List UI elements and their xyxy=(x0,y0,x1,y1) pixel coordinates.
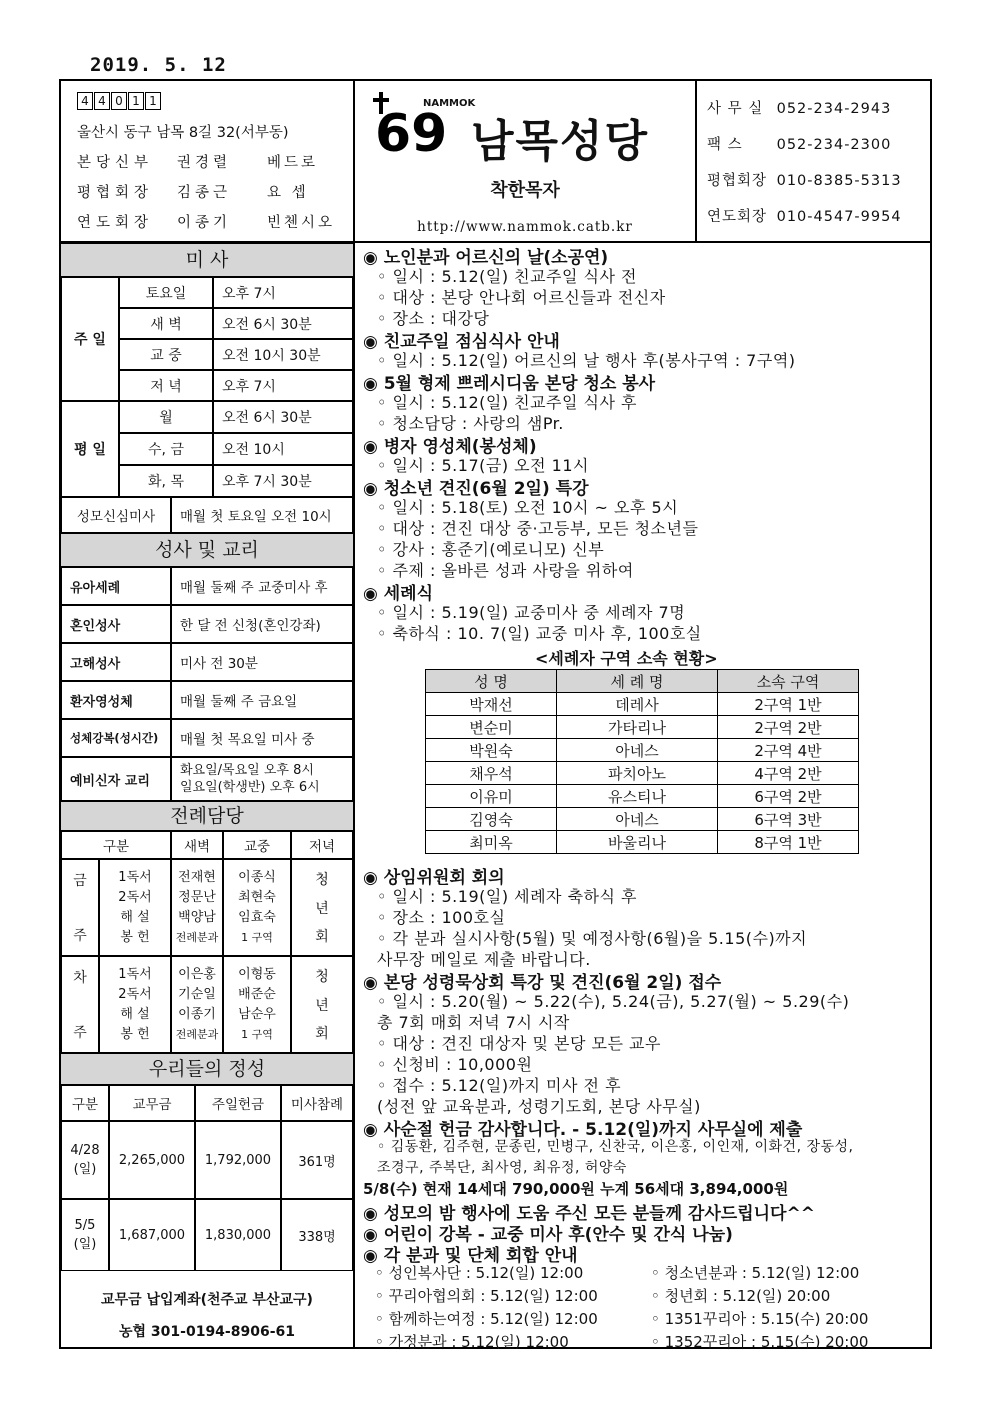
sacrament-info: 매월 둘째 주 교중미사 후 xyxy=(171,567,353,605)
baptismal-name: 유스티나 xyxy=(557,785,718,808)
church-logo xyxy=(371,89,681,167)
liturgy-week xyxy=(61,859,99,956)
baptized-name: 최미옥 xyxy=(426,831,557,854)
weekday-label: 평 일 xyxy=(61,401,119,497)
mass-day: 수, 금 xyxy=(119,433,213,465)
liturgy-role: 해 설 xyxy=(120,1006,150,1022)
table-row xyxy=(426,693,859,716)
notice-detail: ◦ 대상 : 견진 대상자 및 본당 모든 교우 xyxy=(377,1034,661,1053)
sacrament-info: 매월 둘째 주 금요일 xyxy=(171,681,353,719)
liturgy-header: 교중 xyxy=(223,831,291,859)
notice-detail: ◦ 일시 : 5.18(토) 오전 10시 ~ 오후 5시 xyxy=(377,498,679,517)
liturgy-dawn: 전례분과 xyxy=(175,930,219,944)
mass-time: 오전 6시 30분 xyxy=(213,308,353,339)
header-info xyxy=(61,81,355,241)
contact-value: 052-234-2300 xyxy=(776,137,892,153)
liturgy-main: 1 구역 xyxy=(241,930,273,944)
notices-column xyxy=(355,243,930,1351)
table-row xyxy=(426,716,859,739)
liturgy-role: 1독서 xyxy=(118,869,152,885)
liturgy-dawn: 이은홍 xyxy=(178,966,216,982)
liturgy-main: 이종식 xyxy=(238,869,276,885)
website-url[interactable]: http://www.nammok.catb.kr xyxy=(417,219,633,235)
offering-collection: 1,830,000 xyxy=(195,1199,281,1271)
notice-detail: ◦ 대상 : 본당 안나회 어르신들과 전신자 xyxy=(377,288,666,307)
notice-heading: ◉ 세례식 xyxy=(363,584,434,604)
meeting-item: ◦ 성인복사단 : 5.12(일) 12:00 xyxy=(375,1264,584,1282)
meeting-item: ◦ 꾸리아협의회 : 5.12(일) 12:00 xyxy=(375,1287,598,1305)
table-row xyxy=(426,808,859,831)
notice-detail: ◦ 일시 : 5.19(일) 세례자 축하식 후 xyxy=(377,887,638,906)
table-row xyxy=(426,762,859,785)
district: 6구역 2반 xyxy=(718,785,859,808)
liturgy-role: 봉 헌 xyxy=(120,1026,150,1042)
notice-heading: ◉ 병자 영성체(봉성체) xyxy=(363,437,537,457)
notice-detail: ◦ 장소 : 100호실 xyxy=(377,908,506,927)
sacrament-name: 고해성사 xyxy=(61,643,171,681)
bulletin-frame xyxy=(59,79,932,1349)
church-name: 남목성당 xyxy=(471,116,650,167)
liturgy-main: 임효숙 xyxy=(238,909,276,925)
district: 8구역 1반 xyxy=(718,831,859,854)
special-mass-label: 성모신심미사 xyxy=(61,497,171,533)
notice-heading: ◉ 노인분과 어르신의 날(소공연) xyxy=(363,248,609,268)
notice-heading: ◉ 청소년 견진(6월 2일) 특강 xyxy=(363,479,589,499)
staff-row xyxy=(77,151,347,172)
liturgy-main: 1 구역 xyxy=(241,1027,273,1041)
mass-day: 새 벽 xyxy=(119,308,213,339)
staff-row xyxy=(77,211,347,232)
liturgy-role-cell xyxy=(99,859,171,956)
liturgy-role: 2독서 xyxy=(118,986,152,1002)
liturgy-dawn-cell xyxy=(171,956,223,1053)
liturgy-main-cell xyxy=(223,956,291,1053)
baptized-name: 김영숙 xyxy=(426,808,557,831)
special-mass-time: 매월 첫 토요일 오전 10시 xyxy=(171,497,353,533)
offering-header: 미사참례 xyxy=(281,1085,353,1121)
table-title: <세례자 구역 소속 현황> xyxy=(535,649,718,668)
meeting-item: ◦ 청소년분과 : 5.12(일) 12:00 xyxy=(651,1264,860,1282)
mass-time: 오전 10시 30분 xyxy=(213,339,353,370)
sunday-label: 주 일 xyxy=(61,277,119,401)
notice-detail: ◦ 일시 : 5.17(금) 오전 11시 xyxy=(377,456,589,475)
notice-detail: ◦ 축하식 : 10. 7(일) 교중 미사 후, 100호실 xyxy=(377,624,702,643)
liturgy-evening: 회 xyxy=(315,929,329,946)
offerings-title: 우리들의 정성 xyxy=(61,1053,353,1085)
baptized-name: 박원숙 xyxy=(426,739,557,762)
district: 6구역 3반 xyxy=(718,808,859,831)
staff-role: 본당신부 xyxy=(77,155,154,171)
staff-name: 이종기 xyxy=(177,215,232,231)
staff-name: 김종근 xyxy=(177,185,232,201)
notice-detail: ◦ 일시 : 5.12(일) 어르신의 날 행사 후(봉사구역 : 7구역) xyxy=(377,351,796,370)
notice-detail: ◦ 신청비 : 10,000원 xyxy=(377,1055,533,1074)
liturgy-evening-cell xyxy=(291,956,353,1053)
offering-date: 5/5 (일) xyxy=(61,1199,109,1271)
notice-heading: ◉ 사순절 헌금 감사합니다. - 5.12(일)까지 사무실에 제출 xyxy=(363,1120,803,1140)
notice-heading: ◉ 어린이 강복 - 교중 미사 후(안수 및 간식 나눔) xyxy=(363,1225,733,1245)
logo-small-text: NAMMOK xyxy=(423,98,476,109)
table-row xyxy=(426,785,859,808)
notice-detail: ◦ 각 분과 실시사항(5월) 및 예정사항(6월)을 5.15(수)까지 xyxy=(377,929,808,948)
table-header: 세 례 명 xyxy=(557,670,718,693)
mass-time: 오후 7시 xyxy=(213,370,353,401)
meeting-item: ◦ 1351꾸리아 : 5.15(수) 20:00 xyxy=(651,1310,869,1328)
sacrament-info: 한 달 전 신청(혼인강좌) xyxy=(171,605,353,643)
sacrament-name: 혼인성사 xyxy=(61,605,171,643)
address: 울산시 동구 남목 8길 32(서부동) xyxy=(77,125,289,141)
mass-title: 미 사 xyxy=(61,243,353,277)
sacrament-name: 예비신자 교리 xyxy=(61,757,171,801)
contact-label: 평협회장 xyxy=(707,173,768,189)
contact-row xyxy=(707,169,902,190)
liturgy-role: 1독서 xyxy=(118,966,152,982)
zip-digit: 4 xyxy=(94,92,110,110)
left-column xyxy=(61,243,355,1347)
district: 2구역 1반 xyxy=(718,693,859,716)
notice-detail: ◦ 장소 : 대강당 xyxy=(377,309,490,328)
sacrament-name: 유아세례 xyxy=(61,567,171,605)
liturgy-week-char: 차 xyxy=(73,970,87,986)
baptized-name: 변순미 xyxy=(426,716,557,739)
contact-row xyxy=(707,133,891,154)
contact-value: 052-234-2943 xyxy=(776,101,892,117)
offering-collection: 1,792,000 xyxy=(195,1121,281,1199)
notice-heading: ◉ 성모의 밤 행사에 도움 주신 모든 분들께 감사드립니다^^ xyxy=(363,1204,815,1224)
liturgy-role: 2독서 xyxy=(118,889,152,905)
table-header-row xyxy=(426,670,859,693)
notice-detail: ◦ 일시 : 5.12(일) 친교주일 식사 후 xyxy=(377,393,638,412)
baptismal-name: 파치아노 xyxy=(557,762,718,785)
contact-row xyxy=(707,97,891,118)
liturgy-main-cell xyxy=(223,859,291,956)
baptismal-name: 바울리나 xyxy=(557,831,718,854)
notice-detail: ◦ 접수 : 5.12(일)까지 미사 전 후 xyxy=(377,1076,622,1095)
notice-heading: ◉ 친교주일 점심식사 안내 xyxy=(363,332,560,352)
baptized-name: 이유미 xyxy=(426,785,557,808)
zip-digit: 4 xyxy=(77,92,93,110)
zip-digit: 0 xyxy=(111,92,127,110)
liturgy-week xyxy=(61,956,99,1053)
liturgy-main: 배준순 xyxy=(238,986,276,1002)
liturgy-role: 해 설 xyxy=(120,909,150,925)
staff-saint: 빈첸시오 xyxy=(267,215,336,231)
meeting-item: ◦ 1352꾸리아 : 5.15(수) 20:00 xyxy=(651,1333,869,1351)
mass-day: 교 중 xyxy=(119,339,213,370)
notice-detail: (성전 앞 교육분과, 성령기도회, 본당 사무실) xyxy=(377,1097,701,1116)
sacrament-info: 매월 첫 목요일 미사 중 xyxy=(171,719,353,757)
account-number: 농협 301-0194-8906-61 xyxy=(119,1324,295,1340)
mass-day: 월 xyxy=(119,401,213,433)
contact-value: 010-8385-5313 xyxy=(776,173,902,189)
zip-digit: 1 xyxy=(128,92,144,110)
donation-total: 5/8(수) 현재 14세대 790,000원 누계 56세대 3,894,000원 xyxy=(363,1180,789,1198)
liturgy-dawn: 전재현 xyxy=(178,869,216,885)
liturgy-dawn: 백양남 xyxy=(178,909,216,925)
notice-detail: 총 7회 매회 저녁 7시 시작 xyxy=(377,1013,570,1032)
notice-detail: ◦ 일시 : 5.12(일) 친교주일 식사 전 xyxy=(377,267,638,286)
offering-header: 주일헌금 xyxy=(195,1085,281,1121)
offering-header: 교무금 xyxy=(109,1085,195,1121)
table-header: 성 명 xyxy=(426,670,557,693)
baptized-name: 채우석 xyxy=(426,762,557,785)
table-row xyxy=(426,739,859,762)
svg-text:69: 69 xyxy=(375,104,448,159)
liturgy-evening: 청 xyxy=(315,968,329,985)
offering-attendance: 338명 xyxy=(281,1199,353,1271)
meeting-item: ◦ 가정분과 : 5.12(일) 12:00 xyxy=(375,1333,569,1351)
notice-detail: ◦ 일시 : 5.19(일) 교중미사 중 세례자 7명 xyxy=(377,603,686,622)
staff-role: 평협회장 xyxy=(77,185,154,201)
mass-time: 오후 7시 xyxy=(213,277,353,308)
notice-detail: ◦ 청소담당 : 사랑의 샘Pr. xyxy=(377,414,564,433)
liturgy-header: 새벽 xyxy=(171,831,223,859)
staff-row xyxy=(77,181,347,202)
liturgy-evening: 년 xyxy=(315,997,329,1014)
meeting-item: ◦ 함께하는여정 : 5.12(일) 12:00 xyxy=(375,1310,598,1328)
mass-day: 저 녁 xyxy=(119,370,213,401)
zip-digit: 1 xyxy=(145,92,161,110)
notice-heading: ◉ 상임위원회 회의 xyxy=(363,868,505,888)
notice-detail: ◦ 강사 : 홍준기(예로니모) 신부 xyxy=(377,540,605,559)
baptized-name: 박재선 xyxy=(426,693,557,716)
baptismal-name: 가타리나 xyxy=(557,716,718,739)
liturgy-dawn-cell xyxy=(171,859,223,956)
liturgy-dawn: 전례분과 xyxy=(175,1027,219,1041)
notice-detail: ◦ 대상 : 견진 대상 중·고등부, 모든 청소년들 xyxy=(377,519,699,538)
header-logo-area xyxy=(355,81,697,241)
liturgy-main: 최현숙 xyxy=(238,889,276,905)
meeting-item: ◦ 청년회 : 5.12(일) 20:00 xyxy=(651,1287,831,1305)
liturgy-dawn: 정문난 xyxy=(178,889,216,905)
zip-code xyxy=(77,92,162,110)
baptismal-name: 아네스 xyxy=(557,808,718,831)
notice-detail: 사무장 메일로 제출 바랍니다. xyxy=(377,950,591,969)
liturgy-dawn: 기순일 xyxy=(178,986,216,1002)
liturgy-header: 저녁 xyxy=(291,831,353,859)
notice-detail: ◦ 일시 : 5.20(월) ~ 5.22(수), 5.24(금), 5.27(월) ~ 5.29(수) xyxy=(377,992,850,1011)
donor-names: 조경구, 주복단, 최사영, 최유정, 허양숙 xyxy=(377,1160,627,1176)
issue-date: 2019. 5. 12 xyxy=(90,54,227,76)
sacrament-info: 미사 전 30분 xyxy=(171,643,353,681)
liturgy-header: 구분 xyxy=(61,831,171,859)
mass-time: 오후 7시 30분 xyxy=(213,465,353,497)
donor-names: ◦ 김동환, 김주현, 문종린, 민병구, 신찬국, 이은홍, 이인재, 이화건, 장동성, xyxy=(377,1139,854,1155)
mass-day: 화, 목 xyxy=(119,465,213,497)
liturgy-evening: 청 xyxy=(315,871,329,888)
notice-heading: ◉ 5월 형제 쁘레시디움 본당 청소 봉사 xyxy=(363,374,656,394)
liturgy-role-cell xyxy=(99,956,171,1053)
mass-day: 토요일 xyxy=(119,277,213,308)
offering-date: 4/28 (일) xyxy=(61,1121,109,1199)
account-title: 교무금 납입계좌(천주교 부산교구) xyxy=(101,1292,313,1308)
contact-value: 010-4547-9954 xyxy=(776,209,902,225)
staff-name: 권경렬 xyxy=(177,155,232,171)
contact-label: 사 무 실 xyxy=(707,101,764,117)
contact-row xyxy=(707,205,902,226)
district: 2구역 4반 xyxy=(718,739,859,762)
notice-heading: ◉ 본당 성령묵상회 특강 및 견진(6월 2일) 접수 xyxy=(363,973,722,993)
offering-dues: 1,687,000 xyxy=(109,1199,195,1271)
baptismal-name: 데레사 xyxy=(557,693,718,716)
mass-time: 오전 10시 xyxy=(213,433,353,465)
liturgy-week-char: 주 xyxy=(73,928,87,944)
liturgy-evening: 년 xyxy=(315,900,329,917)
sunday-title: 착한목자 xyxy=(490,180,560,201)
liturgy-week-char: 주 xyxy=(73,1025,87,1041)
liturgy-evening: 회 xyxy=(315,1026,329,1043)
baptism-table xyxy=(425,669,859,854)
contact-label: 연도회장 xyxy=(707,209,768,225)
staff-saint: 요 셉 xyxy=(267,185,309,201)
contact-label: 팩 스 xyxy=(707,137,743,153)
mass-time: 오전 6시 30분 xyxy=(213,401,353,433)
sacraments-title: 성사 및 교리 xyxy=(61,533,353,567)
liturgy-title: 전례담당 xyxy=(61,801,353,831)
sacrament-info: 화요일/목요일 오후 8시 일요일(학생반) 오후 6시 xyxy=(171,757,353,801)
liturgy-role: 봉 헌 xyxy=(120,929,150,945)
offering-header: 구분 xyxy=(61,1085,109,1121)
table-header: 소속 구역 xyxy=(718,670,859,693)
notice-detail: ◦ 주제 : 올바른 성과 사랑을 위하여 xyxy=(377,561,634,580)
header xyxy=(61,81,930,243)
liturgy-dawn: 이종기 xyxy=(178,1006,216,1022)
district: 4구역 2반 xyxy=(718,762,859,785)
notice-heading: ◉ 각 분과 및 단체 회합 안내 xyxy=(363,1246,578,1266)
liturgy-evening-cell xyxy=(291,859,353,956)
baptismal-name: 아네스 xyxy=(557,739,718,762)
table-row xyxy=(426,831,859,854)
liturgy-main: 이형동 xyxy=(238,966,276,982)
offering-attendance: 361명 xyxy=(281,1121,353,1199)
sacrament-name: 성체강복(성시간) xyxy=(61,719,171,757)
liturgy-main: 남순우 xyxy=(238,1006,276,1022)
district: 2구역 2반 xyxy=(718,716,859,739)
header-contacts xyxy=(697,81,930,241)
offering-dues: 2,265,000 xyxy=(109,1121,195,1199)
staff-role: 연도회장 xyxy=(77,215,154,231)
sacrament-name: 환자영성체 xyxy=(61,681,171,719)
staff-saint: 베드로 xyxy=(267,155,319,171)
liturgy-week-char: 금 xyxy=(73,873,87,889)
